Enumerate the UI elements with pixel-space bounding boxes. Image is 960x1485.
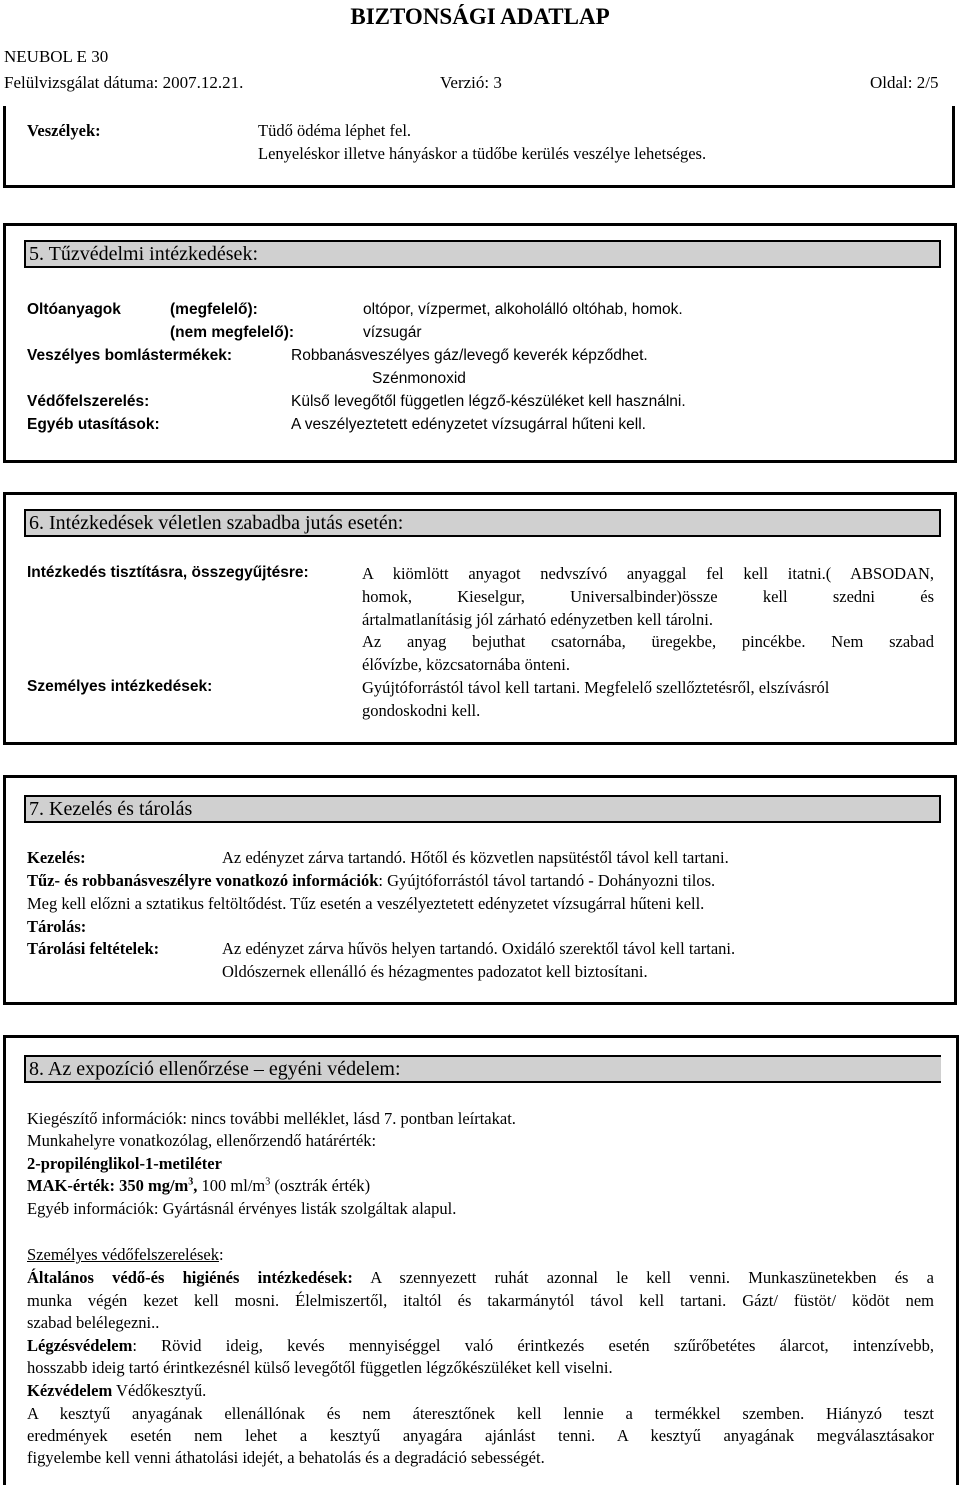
mak-ml-superscript: 3 bbox=[265, 1176, 271, 1188]
personal-measures-label: Személyes intézkedések: bbox=[27, 678, 213, 695]
storage-conditions-label: Tárolási feltételek: bbox=[27, 939, 160, 958]
section-8-heading bbox=[24, 1055, 941, 1083]
protective-equipment-value: Külső levegőtől független légző-készüléket kell használni. bbox=[291, 393, 686, 410]
section-5-title: 5. Tűzvédelmi intézkedések: bbox=[29, 243, 258, 265]
respiratory-line-2: hosszabb ideig tartó érintkezésnél külső levegőtől független légzőkészüléket kell viselni. bbox=[27, 1358, 613, 1377]
glove-line-3: figyelembe kell venni áthatolási idejét, a behatolás és a degradáció sebességét. bbox=[27, 1448, 545, 1467]
other-instructions-value: A veszélyeztetett edényzetet vízsugárral hűteni kell. bbox=[291, 416, 646, 433]
mak-comma: , bbox=[193, 1176, 198, 1195]
ppe-colon: : bbox=[218, 1245, 224, 1264]
substance-name: 2-propilénglikol-1-metiléter bbox=[27, 1154, 222, 1173]
unsuitable-label: (nem megfelelő): bbox=[170, 324, 295, 341]
cleanup-line-3: ártalmatlanításig jól zárható edényzetben kell tárolni. bbox=[362, 610, 713, 629]
decomposition-label: Veszélyes bomlástermékek: bbox=[27, 347, 233, 364]
storage-conditions-line-1: Az edényzet zárva hűvös helyen tartandó. Oxidáló szerektől távol kell tartani. bbox=[222, 939, 736, 958]
suitable-value: oltópor, vízpermet, alkoholálló oltóhab, homok. bbox=[363, 301, 683, 318]
section-6-heading bbox=[24, 509, 941, 537]
unsuitable-value: vízsugár bbox=[363, 324, 422, 341]
decomposition-value-1: Robbanásveszélyes gáz/levegő keverék képződhet. bbox=[291, 347, 648, 364]
hand-protection-value: Védőkesztyű. bbox=[112, 1381, 207, 1400]
hygiene-line-2: munka végén kezet kell mosni. Élelmiszertől, italtól és takarmánytól távol kell tartani. Gázt/ füstöt/ ködöt nem bbox=[27, 1291, 934, 1310]
hazards-label: Veszélyek: bbox=[27, 121, 101, 140]
storage-conditions-line-2: Oldószernek ellenálló és hézagmentes padozatot kell biztosítani. bbox=[222, 962, 648, 981]
hand-protection-line bbox=[27, 1381, 206, 1401]
hygiene-line-3: szabad belélegezni.. bbox=[27, 1313, 160, 1332]
cleanup-line-5: élővízbe, közcsatornába önteni. bbox=[362, 655, 570, 674]
storage-label: Tárolás: bbox=[27, 917, 87, 936]
personal-measures-line-2: gondoskodni kell. bbox=[362, 701, 481, 720]
suitable-label: (megfelelő): bbox=[170, 301, 258, 318]
decomposition-value-2: Szénmonoxid bbox=[372, 370, 466, 387]
revision-date: Felülvizsgálat dátuma: 2007.12.21. bbox=[4, 73, 244, 92]
extra-info-line: Kiegészítő információk: nincs további melléklet, lásd 7. pontban leírtakat. bbox=[27, 1109, 516, 1128]
cleanup-label: Intézkedés tisztításra, összegyűjtésre: bbox=[27, 564, 309, 581]
glove-line-2: eredmények esetén nem lehet a kesztyű anyagára ajánlást tenni. A kesztyű anyagának megválasztásakor bbox=[27, 1426, 934, 1445]
other-instructions-label: Egyéb utasítások: bbox=[27, 416, 160, 433]
respiratory-label: Légzésvédelem bbox=[27, 1336, 133, 1355]
section-8-title: 8. Az expozíció ellenőrzése – egyéni védelem: bbox=[29, 1058, 401, 1080]
cleanup-line-1: A kiömlött anyagot nedvszívó anyaggal fel kell itatni.( ABSODAN, bbox=[362, 564, 934, 583]
section-5-heading bbox=[24, 240, 941, 268]
hygiene-line-1 bbox=[27, 1268, 934, 1288]
respiratory-line-1 bbox=[27, 1336, 934, 1356]
section-6-title: 6. Intézkedések véletlen szabadba jutás esetén: bbox=[29, 512, 404, 534]
handling-label: Kezelés: bbox=[27, 848, 86, 867]
mak-value-line bbox=[27, 1176, 370, 1196]
section-7-heading bbox=[24, 795, 941, 823]
fire-explosion-value: : Gyújtóforrástól távol tartandó - Dohányozni tilos. bbox=[378, 871, 716, 890]
glove-line-1: A kesztyű anyagának ellenállónak és nem áteresztőnek kell lennie a termékkel szemben. Hiányzó teszt bbox=[27, 1404, 934, 1423]
section-7-title: 7. Kezelés és tárolás bbox=[29, 798, 193, 820]
hygiene-text-1: A szennyezett ruhát azonnal le kell venni. Munkaszünetekben és a bbox=[352, 1268, 934, 1287]
mak-ml-value: 100 ml/m bbox=[197, 1176, 266, 1195]
version-label: Verzió: 3 bbox=[440, 73, 502, 92]
page-number: Oldal: 2/5 bbox=[870, 73, 939, 92]
protective-equipment-label: Védőfelszerelés: bbox=[27, 393, 150, 410]
hygiene-label: Általános védő-és higiénés intézkedések: bbox=[27, 1268, 353, 1287]
mak-label: MAK-érték: 350 mg/m bbox=[27, 1176, 189, 1195]
ppe-heading bbox=[27, 1245, 224, 1265]
cleanup-line-2: homok, Kieselgur, Universalbinder)össze kell szedni és bbox=[362, 587, 934, 606]
hand-protection-label: Kézvédelem bbox=[27, 1381, 113, 1400]
static-charge-line: Meg kell előzni a sztatikus feltöltődést. Tűz esetén a veszélyeztetett edényzetet vízsugárral hűteni kell. bbox=[27, 894, 705, 913]
hazards-line-1: Tüdő ödéma léphet fel. bbox=[258, 121, 412, 140]
handling-value: Az edényzet zárva tartandó. Hőtől és közvetlen napsütéstől távol kell tartani. bbox=[222, 848, 729, 867]
fire-explosion-line bbox=[27, 871, 715, 891]
ppe-label: Személyes védőfelszerelések bbox=[27, 1245, 219, 1264]
document-title: BIZTONSÁGI ADATLAP bbox=[350, 4, 610, 29]
workplace-limit-line: Munkahelyre vonatkozólag, ellenőrzendő határérték: bbox=[27, 1131, 377, 1150]
mak-superscript: 3 bbox=[188, 1176, 194, 1188]
respiratory-text-1: : Rövid ideig, kevés mennyiséggel való érintkezés esetén szűrőbetétes álarcot, intenzívebb, bbox=[132, 1336, 934, 1355]
cleanup-line-4: Az anyag bejuthat csatornába, üregekbe, pincékbe. Nem szabad bbox=[362, 632, 934, 651]
mak-note: (osztrák érték) bbox=[270, 1176, 371, 1195]
other-info-line: Egyéb információk: Gyártásnál érvényes listák szolgáltak alapul. bbox=[27, 1199, 457, 1218]
hazards-line-2: Lenyeléskor illetve hányáskor a tüdőbe kerülés veszélye lehetséges. bbox=[258, 144, 707, 163]
fire-explosion-label: Tűz- és robbanásveszélyre vonatkozó információk bbox=[27, 871, 379, 890]
extinguishing-media-label: Oltóanyagok bbox=[27, 301, 121, 318]
personal-measures-line-1: Gyújtóforrástól távol kell tartani. Megfelelő szellőztetésről, elszívásról bbox=[362, 678, 830, 697]
product-name: NEUBOL E 30 bbox=[4, 47, 109, 66]
